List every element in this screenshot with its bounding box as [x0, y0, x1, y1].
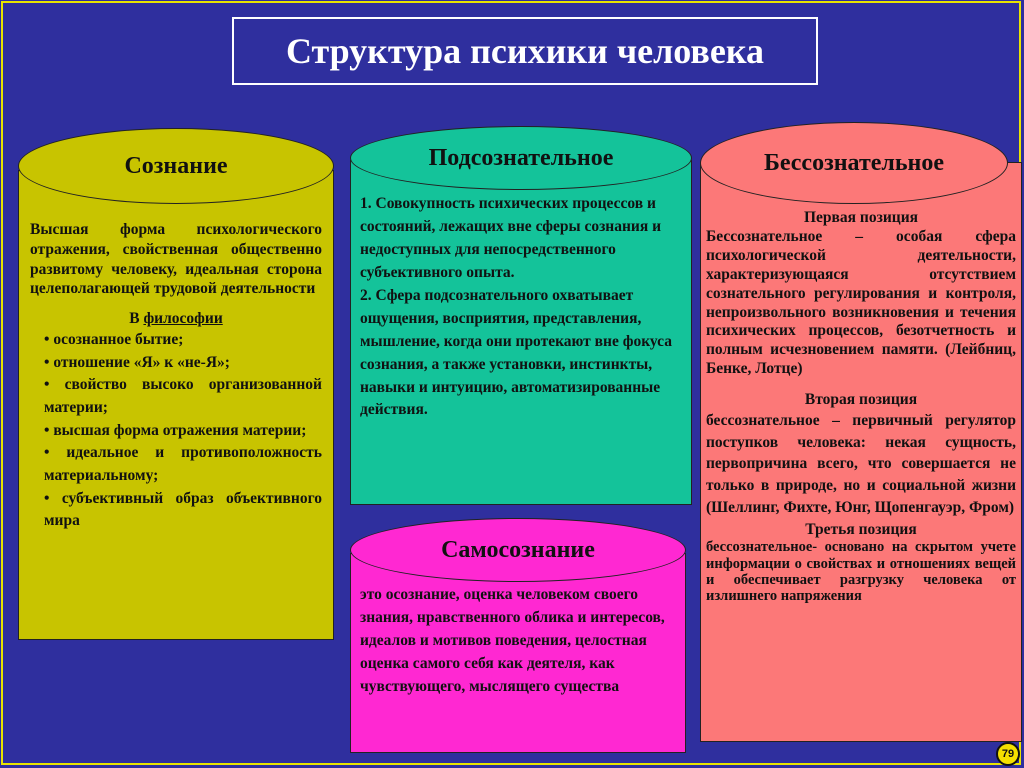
philosophy-prefix: В — [129, 310, 144, 328]
philosophy-word: философии — [143, 310, 223, 328]
consciousness-definition: Высшая форма психологического отражения, свойственная общественно развитому человеку, идеальная сторона целеполагающей трудовой деятельности — [30, 221, 322, 298]
slide-title-text: Структура психики человека — [285, 31, 765, 71]
unconscious-heading: Бессознательное — [763, 149, 945, 176]
self-awareness-content — [360, 584, 680, 699]
position-3-title: Третья позиция — [805, 520, 917, 538]
subconscious-point-2: 2. Сфера подсознательного охватывает ощущения, восприятия, представления, мышление, когда они протекают вне фокуса сознания, а также установки, инстинкты, навыки и интуицию, автоматизированные действия. — [360, 286, 673, 419]
list-item: • субъективный образ объективного мира — [44, 488, 322, 533]
self-awareness-cylinder-top — [350, 518, 686, 582]
unconscious-cylinder-top — [700, 122, 1008, 204]
slide-number-badge — [996, 742, 1020, 766]
unconscious-content — [706, 209, 1016, 604]
position-1-text: Бессознательное – особая сфера психологической деятельности, характеризующаяся отсутствием сознательного регулирования и контроля, непроизвольного возникновения и течения психических процессов, безотчетность и полным исчезновением памяти. (Лейбниц, Бенке, Лотце) — [706, 227, 1016, 378]
consciousness-heading: Сознание — [124, 152, 228, 179]
position-3-text: бессознательное- основано на скрытом учете информации о свойствах и отношениях вещей и обеспечивает разгрузку человека от излишнего напряжения — [706, 539, 1016, 605]
position-1-title: Первая позиция — [803, 209, 919, 226]
self-awareness-heading: Самосознание — [441, 536, 595, 563]
list-item: • высшая форма отражения материи; — [44, 420, 322, 443]
self-awareness-text: это осознание, оценка человеком своего знания, нравственного облика и интересов, идеалов и мотивов поведения, целостная оценка самого себя как деятеля, как чувствующего, мыслящего существа — [360, 586, 665, 695]
list-item: • идеальное и противоположность материальному; — [44, 442, 322, 487]
position-2-title: Вторая позиция — [804, 391, 918, 409]
consciousness-content — [30, 220, 322, 533]
subconscious-content — [360, 193, 686, 422]
list-item: • свойство высоко организованной материи; — [44, 374, 322, 419]
slide-number: 79 — [1001, 748, 1015, 760]
philosophy-heading — [30, 309, 322, 329]
subconscious-heading: Подсознательное — [428, 144, 614, 171]
subconscious-point-1: 1. Совокупность психических процессов и состояний, лежащих вне сферы сознания и недоступных для непосредственного субъективного опыта. — [360, 195, 662, 281]
list-item: • отношение «Я» к «не-Я»; — [44, 352, 322, 375]
consciousness-cylinder-top — [18, 128, 334, 204]
subconscious-cylinder-top — [350, 126, 692, 190]
slide-title — [232, 17, 818, 85]
position-2-text: бессознательное – первичный регулятор поступков человека: некая сущность, первопричина всего, что совершается не только в природе, но и социальной жизни (Шеллинг, Фихте, Юнг, Щопенгауэр, Фром) — [706, 412, 1016, 516]
list-item: • осознанное бытие; — [44, 329, 322, 352]
philosophy-list — [44, 329, 322, 533]
